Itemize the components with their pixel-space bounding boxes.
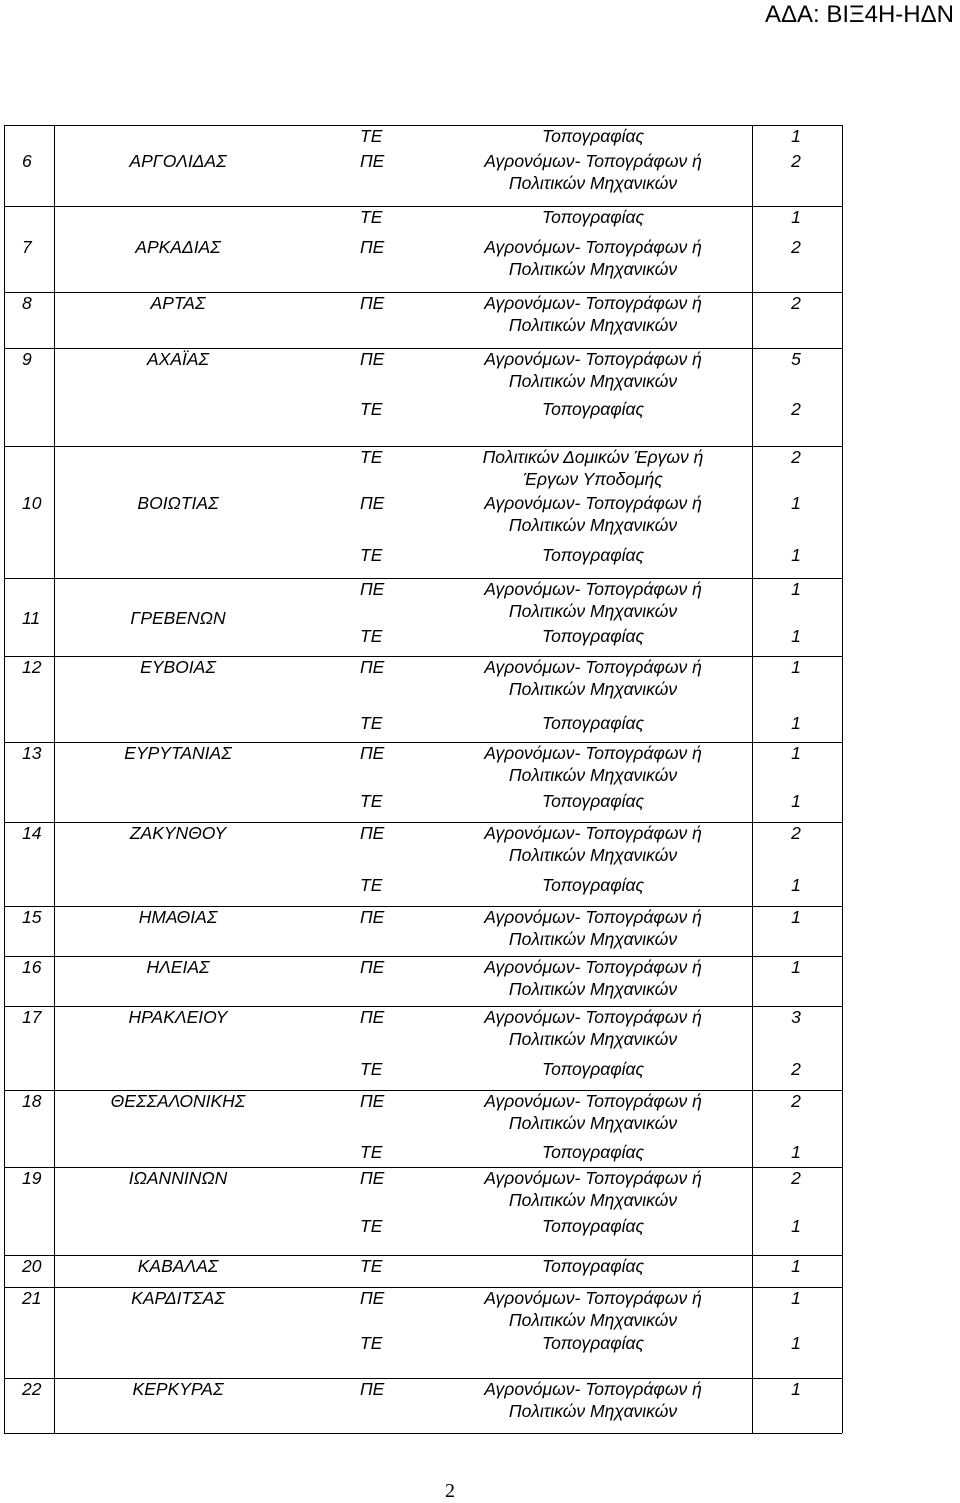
row-number: 22: [22, 1379, 42, 1399]
category-code: ΠΕ: [360, 1007, 385, 1027]
prefecture-name: ΗΛΕΙΑΣ: [146, 957, 210, 977]
category-code: ΠΕ: [360, 1091, 385, 1111]
category-code: ΠΕ: [360, 493, 385, 513]
specialty-name: Αγρονόμων- Τοπογράφων ή Πολιτικών Μηχανικών: [484, 1168, 702, 1210]
column-divider: [54, 125, 55, 1433]
prefecture-name: ΑΡΓΟΛΙΔΑΣ: [129, 151, 227, 171]
position-count: 1: [791, 579, 801, 599]
position-count: 1: [791, 493, 801, 513]
category-code: ΠΕ: [360, 579, 385, 599]
category-code: ΠΕ: [360, 349, 385, 369]
row-number: 10: [22, 493, 42, 513]
prefecture-name: ΚΕΡΚΥΡΑΣ: [132, 1379, 224, 1399]
specialty-name: Αγρονόμων- Τοπογράφων ή Πολιτικών Μηχανικών: [484, 1379, 702, 1421]
position-count: 1: [791, 791, 801, 811]
row-number: 6: [22, 151, 32, 171]
specialty-name: Τοπογραφίας: [541, 626, 645, 646]
specialty-name: Αγρονόμων- Τοπογράφων ή Πολιτικών Μηχανικών: [484, 1007, 702, 1049]
position-count: 2: [791, 237, 801, 257]
specialty-name: Αγρονόμων- Τοπογράφων ή Πολιτικών Μηχανικών: [484, 743, 702, 785]
specialty-name: Αγρονόμων- Τοπογράφων ή Πολιτικών Μηχανικών: [484, 579, 702, 621]
position-count: 1: [791, 545, 801, 565]
prefecture-name: ΚΑΒΑΛΑΣ: [137, 1256, 219, 1276]
category-code: ΤΕ: [360, 713, 383, 733]
column-divider: [842, 125, 843, 1433]
row-number: 11: [22, 608, 41, 628]
prefecture-name: ΖΑΚΥΝΘΟΥ: [129, 823, 227, 843]
category-code: ΤΕ: [360, 207, 383, 227]
category-code: ΠΕ: [360, 151, 385, 171]
category-code: ΤΕ: [360, 791, 383, 811]
prefecture-name: ΓΡΕΒΕΝΩΝ: [130, 608, 226, 628]
category-code: ΤΕ: [360, 399, 383, 419]
category-code: ΠΕ: [360, 1379, 385, 1399]
specialty-name: Αγρονόμων- Τοπογράφων ή Πολιτικών Μηχανικών: [484, 657, 702, 699]
specialty-name: Αγρονόμων- Τοπογράφων ή Πολιτικών Μηχανικών: [484, 349, 702, 391]
prefecture-name: ΗΜΑΘΙΑΣ: [138, 907, 218, 927]
position-count: 1: [791, 1288, 801, 1308]
specialty-name: Αγρονόμων- Τοπογράφων ή Πολιτικών Μηχανικών: [484, 237, 702, 279]
category-code: ΤΕ: [360, 1333, 383, 1353]
category-code: ΤΕ: [360, 875, 383, 895]
specialty-name: Αγρονόμων- Τοπογράφων ή Πολιτικών Μηχανικών: [484, 1091, 702, 1133]
position-count: 1: [791, 1379, 801, 1399]
prefecture-name: ΚΑΡΔΙΤΣΑΣ: [131, 1288, 225, 1308]
position-count: 1: [791, 126, 801, 146]
category-code: ΤΕ: [360, 1059, 383, 1079]
specialty-name: Αγρονόμων- Τοπογράφων ή Πολιτικών Μηχανικών: [484, 493, 702, 535]
specialty-name: Τοπογραφίας: [541, 875, 645, 895]
row-number: 8: [22, 293, 32, 313]
position-count: 5: [791, 349, 801, 369]
position-count: 2: [791, 1091, 801, 1111]
category-code: ΠΕ: [360, 743, 385, 763]
column-divider: [4, 125, 5, 1433]
row-number: 16: [22, 957, 42, 977]
row-number: 13: [22, 743, 42, 763]
prefecture-name: ΙΩΑΝΝΙΝΩΝ: [128, 1168, 228, 1188]
position-count: 1: [791, 1142, 801, 1162]
position-count: 1: [791, 907, 801, 927]
row-number: 18: [22, 1091, 42, 1111]
position-count: 3: [791, 1007, 801, 1027]
position-count: 2: [791, 1168, 801, 1188]
prefecture-name: ΕΥΒΟΙΑΣ: [140, 657, 216, 677]
prefecture-name: ΑΡΚΑΔΙΑΣ: [135, 237, 221, 257]
category-code: ΤΕ: [360, 126, 383, 146]
row-number: 12: [22, 657, 42, 677]
specialty-name: Αγρονόμων- Τοπογράφων ή Πολιτικών Μηχανικών: [484, 907, 702, 949]
position-count: 2: [791, 1059, 801, 1079]
category-code: ΤΕ: [360, 447, 383, 467]
position-count: 1: [791, 743, 801, 763]
column-divider: [752, 125, 753, 1433]
row-number: 15: [22, 907, 42, 927]
specialty-name: Αγρονόμων- Τοπογράφων ή Πολιτικών Μηχανικών: [484, 151, 702, 193]
position-count: 2: [791, 399, 801, 419]
specialty-name: Τοπογραφίας: [541, 1256, 645, 1276]
row-number: 19: [22, 1168, 42, 1188]
specialty-name: Αγρονόμων- Τοπογράφων ή Πολιτικών Μηχανικών: [484, 957, 702, 999]
specialty-name: Τοπογραφίας: [541, 713, 645, 733]
position-count: 1: [791, 713, 801, 733]
specialty-name: Τοπογραφίας: [541, 207, 645, 227]
position-count: 1: [791, 957, 801, 977]
row-number: 20: [22, 1256, 42, 1276]
category-code: ΠΕ: [360, 957, 385, 977]
category-code: ΠΕ: [360, 1288, 385, 1308]
position-count: 1: [791, 626, 801, 646]
category-code: ΤΕ: [360, 1142, 383, 1162]
specialty-name: Τοπογραφίας: [541, 791, 645, 811]
category-code: ΤΕ: [360, 545, 383, 565]
prefecture-name: ΑΧΑΪΑΣ: [146, 349, 210, 369]
position-count: 2: [791, 293, 801, 313]
position-count: 2: [791, 823, 801, 843]
category-code: ΤΕ: [360, 1256, 383, 1276]
row-number: 9: [22, 349, 32, 369]
prefecture-name: ΗΡΑΚΛΕΙΟΥ: [128, 1007, 228, 1027]
prefecture-name: ΒΟΙΩΤΙΑΣ: [137, 493, 219, 513]
specialty-name: Τοπογραφίας: [541, 1059, 645, 1079]
category-code: ΠΕ: [360, 293, 385, 313]
category-code: ΠΕ: [360, 1168, 385, 1188]
category-code: ΠΕ: [360, 823, 385, 843]
specialty-name: Αγρονόμων- Τοπογράφων ή Πολιτικών Μηχανικών: [484, 823, 702, 865]
position-count: 1: [791, 1216, 801, 1236]
specialty-name: Τοπογραφίας: [541, 545, 645, 565]
ada-code: ΑΔΑ: ΒΙΞ4Η-ΗΔΝ: [764, 1, 954, 28]
specialty-name: Τοπογραφίας: [541, 1142, 645, 1162]
row-number: 21: [22, 1288, 42, 1308]
specialty-name: Τοπογραφίας: [541, 1333, 645, 1353]
position-count: 1: [791, 207, 801, 227]
category-code: ΤΕ: [360, 626, 383, 646]
specialty-name: Αγρονόμων- Τοπογράφων ή Πολιτικών Μηχανικών: [484, 293, 702, 335]
position-count: 2: [791, 151, 801, 171]
specialty-name: Αγρονόμων- Τοπογράφων ή Πολιτικών Μηχανικών: [484, 1288, 702, 1330]
row-number: 7: [22, 237, 32, 257]
prefecture-name: ΕΥΡΥΤΑΝΙΑΣ: [124, 743, 232, 763]
position-count: 1: [791, 1256, 801, 1276]
row-number: 14: [22, 823, 42, 843]
position-count: 1: [791, 657, 801, 677]
page-number: 2: [445, 1480, 455, 1502]
category-code: ΠΕ: [360, 237, 385, 257]
row-divider: [4, 1433, 842, 1434]
row-number: 17: [22, 1007, 42, 1027]
position-count: 1: [791, 1333, 801, 1353]
position-count: 2: [791, 447, 801, 467]
specialty-name: Πολιτικών Δομικών Έργων ή Έργων Υποδομής: [482, 447, 704, 489]
prefecture-name: ΘΕΣΣΑΛΟΝΙΚΗΣ: [110, 1091, 246, 1111]
position-count: 1: [791, 875, 801, 895]
category-code: ΤΕ: [360, 1216, 383, 1236]
prefecture-name: ΑΡΤΑΣ: [150, 293, 206, 313]
specialty-name: Τοπογραφίας: [541, 399, 645, 419]
category-code: ΠΕ: [360, 657, 385, 677]
specialty-name: Τοπογραφίας: [541, 126, 645, 146]
category-code: ΠΕ: [360, 907, 385, 927]
specialty-name: Τοπογραφίας: [541, 1216, 645, 1236]
